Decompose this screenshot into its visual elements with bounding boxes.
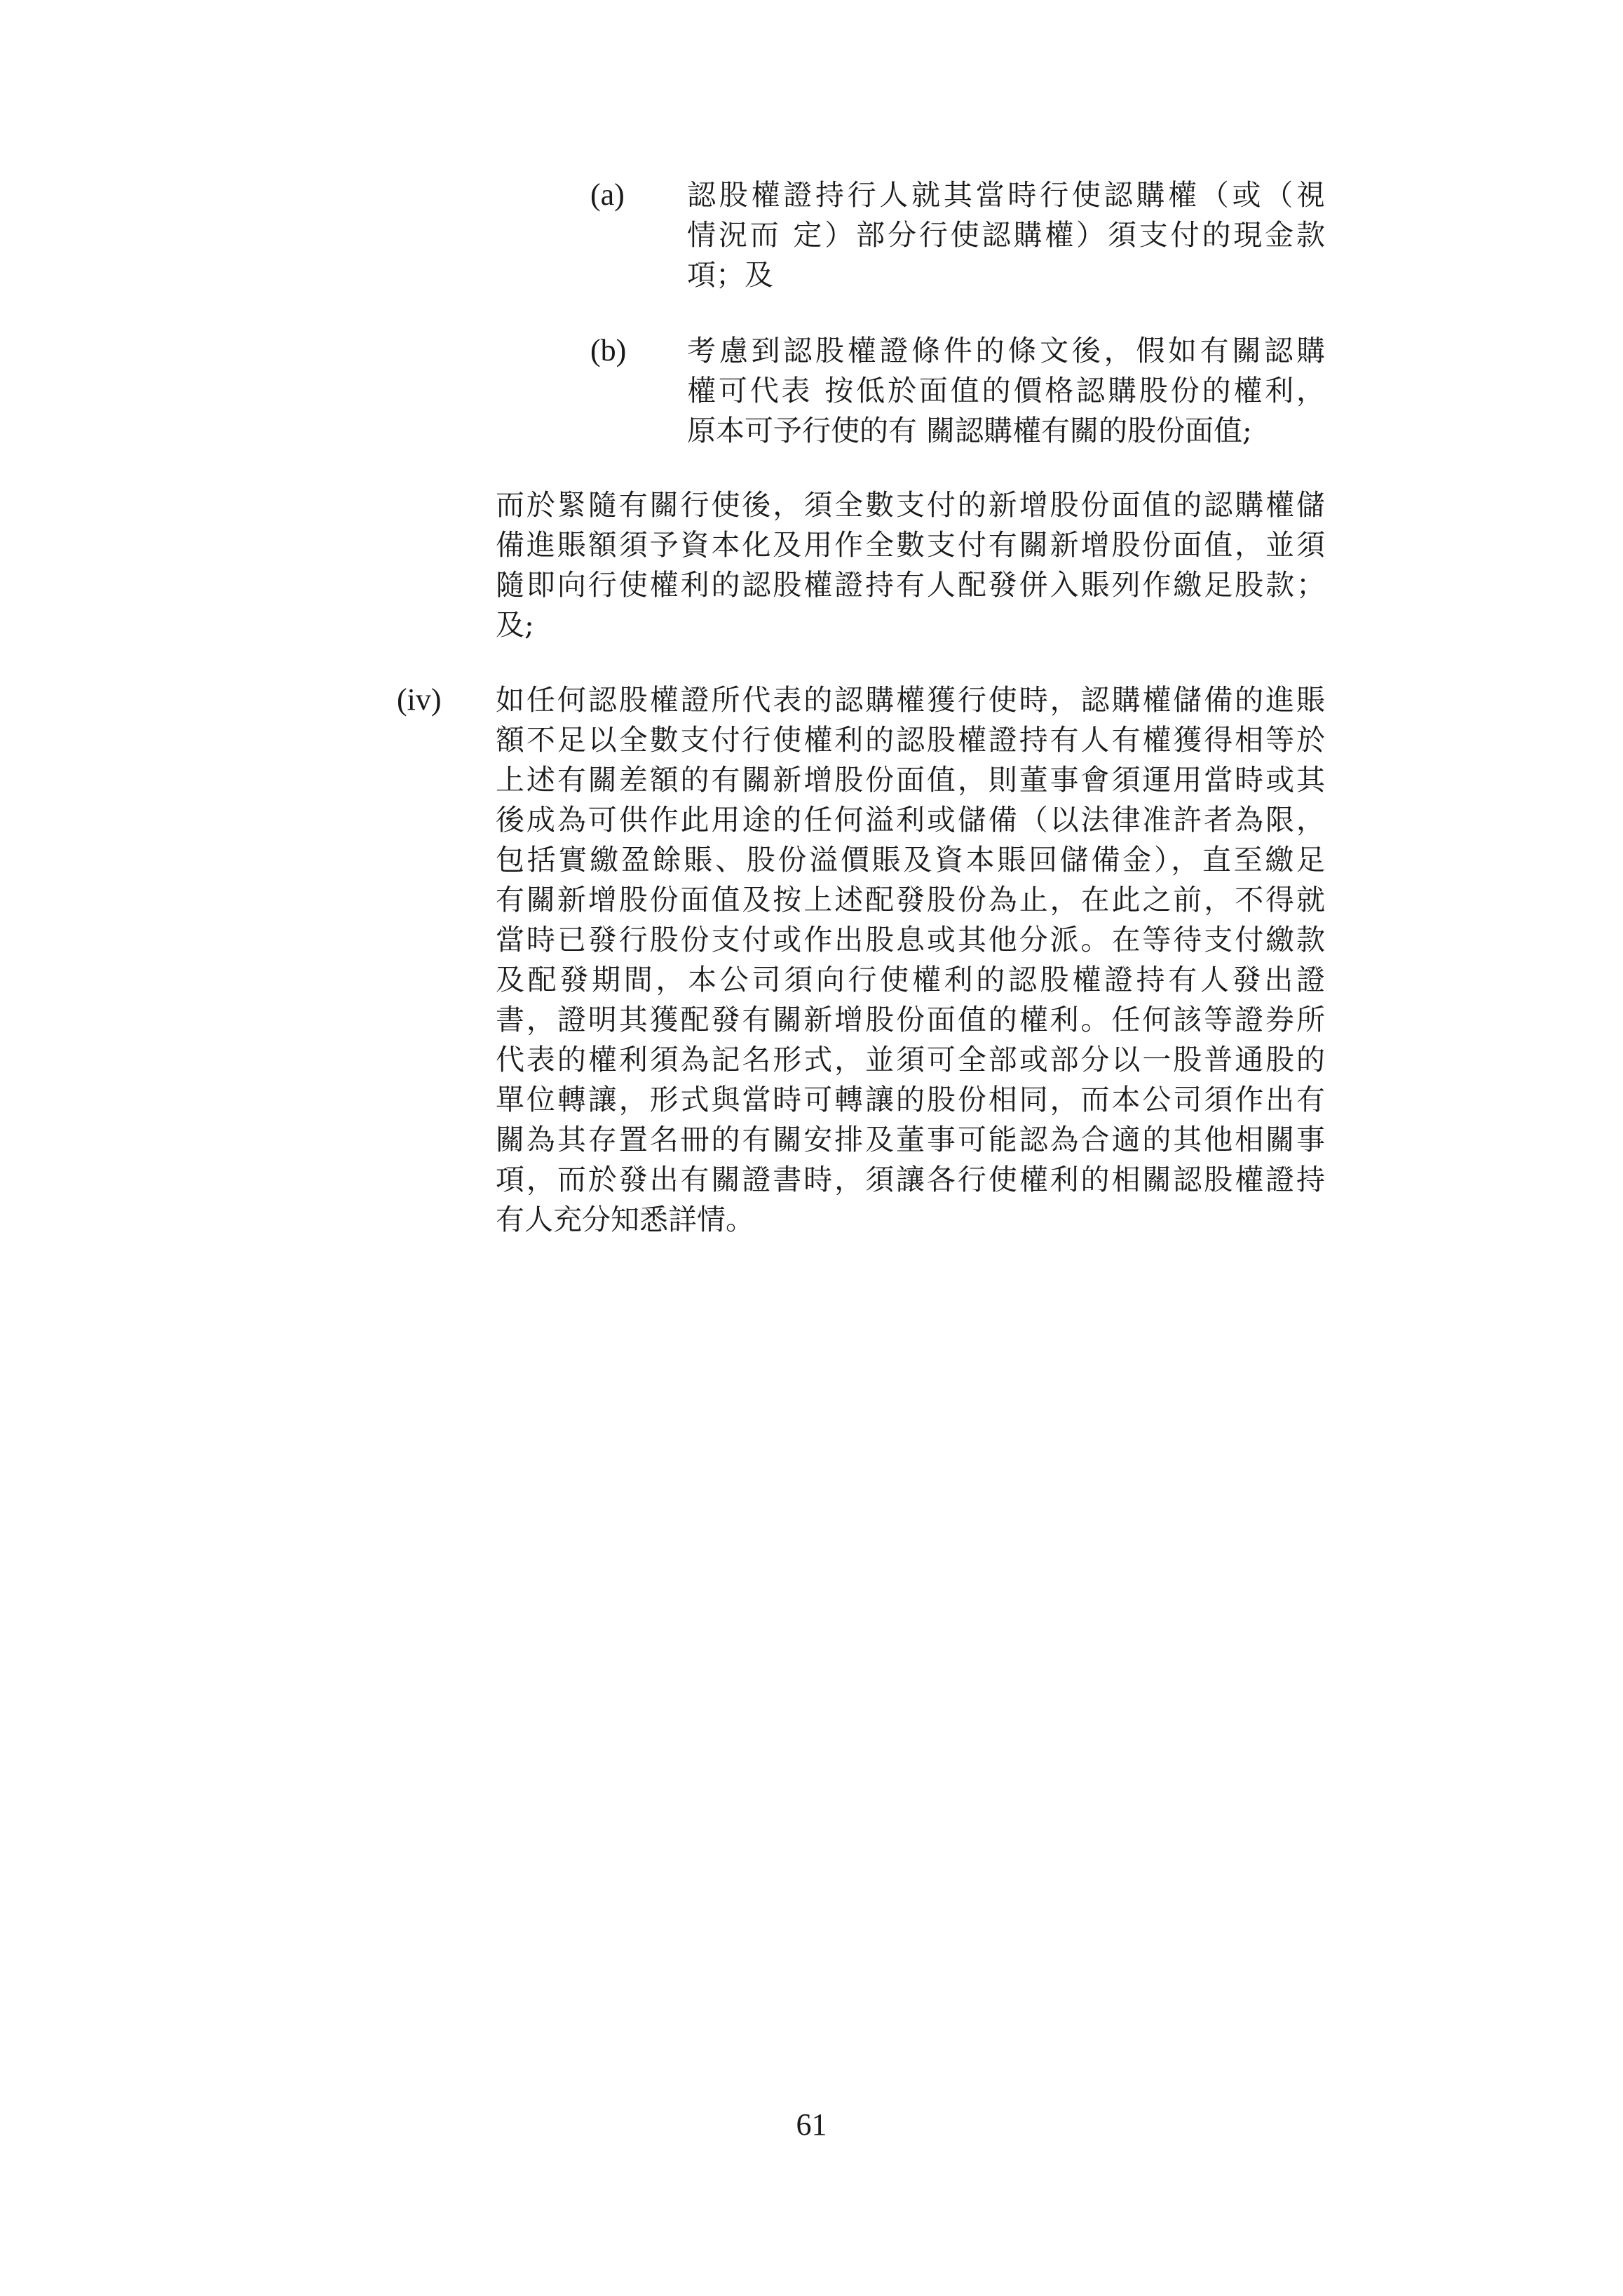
item-iv-line-1: 如任何認股權證所代表的認購權獲行使時，認購權儲備的進賬 [496,683,1325,717]
item-iv-line-4: 後成為可供作此用途的任何溢利或儲備（以法律准許者為限， [496,803,1325,837]
item-a-line-1: 認股權證持行人就其當時行使認購權（或（視 [687,178,1325,212]
page-number: 61 [796,2107,827,2142]
item-b-label: (b) [590,333,627,367]
item-iv-line-5: 包括實繳盈餘賬、股份溢價賬及資本賬回儲備金），直至繳足 [496,843,1325,877]
item-iv-line-2: 額不足以全數支付行使權利的認股權證持有人有權獲得相等於 [496,723,1325,757]
item-iv-line-8: 及配發期間，本公司須向行使權利的認股權證持有人發出證 [496,963,1325,997]
item-b-line-3: 原本可予行使的有 關認購權有關的股份面值; [687,414,1252,447]
item-b-line-2: 權可代表 按低於面值的價格認購股份的權利， [687,374,1325,407]
item-iv-line-11: 單位轉讓，形式與當時可轉讓的股份相同，而本公司須作出有 [496,1083,1325,1116]
continuation-line-2: 備進賬額須予資本化及用作全數支付有關新增股份面值，並須 [496,528,1325,562]
item-iv-line-7: 當時已發行股份支付或作出股息或其他分派。在等待支付繳款 [496,923,1325,957]
item-iv-line-3: 上述有關差額的有關新增股份面值，則董事會須運用當時或其 [496,763,1325,797]
item-iv-line-10: 代表的權利須為記名形式，並須可全部或部分以一股普通股的 [496,1043,1325,1076]
continuation-line-4: 及; [496,608,534,642]
item-b-line-1: 考慮到認股權證條件的條文後，假如有關認購 [687,334,1325,367]
item-iv-line-12: 關為其存置名冊的有關安排及董事可能認為合適的其他相關事 [496,1123,1325,1156]
item-a-line-2: 情況而 定）部分行使認購權）須支付的現金款 [687,218,1325,252]
item-iv-label: (iv) [397,682,442,717]
item-a-label: (a) [590,177,625,212]
item-iv-line-6: 有關新增股份面值及按上述配發股份為止，在此之前，不得就 [496,883,1325,917]
continuation-line-3: 隨即向行使權利的認股權證持有人配發併入賬列作繳足股款； [496,568,1325,602]
continuation-line-1: 而於緊隨有關行使後，須全數支付的新增股份面值的認購權儲 [496,488,1325,522]
item-iv-line-9: 書，證明其獲配發有關新增股份面值的權利。任何該等證券所 [496,1003,1325,1036]
item-a-line-3: 項；及 [687,258,773,292]
item-iv-line-13: 項，而於發出有關證書時，須讓各行使權利的相關認股權證持 [496,1163,1325,1196]
item-iv-line-14: 有人充分知悉詳情。 [496,1203,754,1236]
